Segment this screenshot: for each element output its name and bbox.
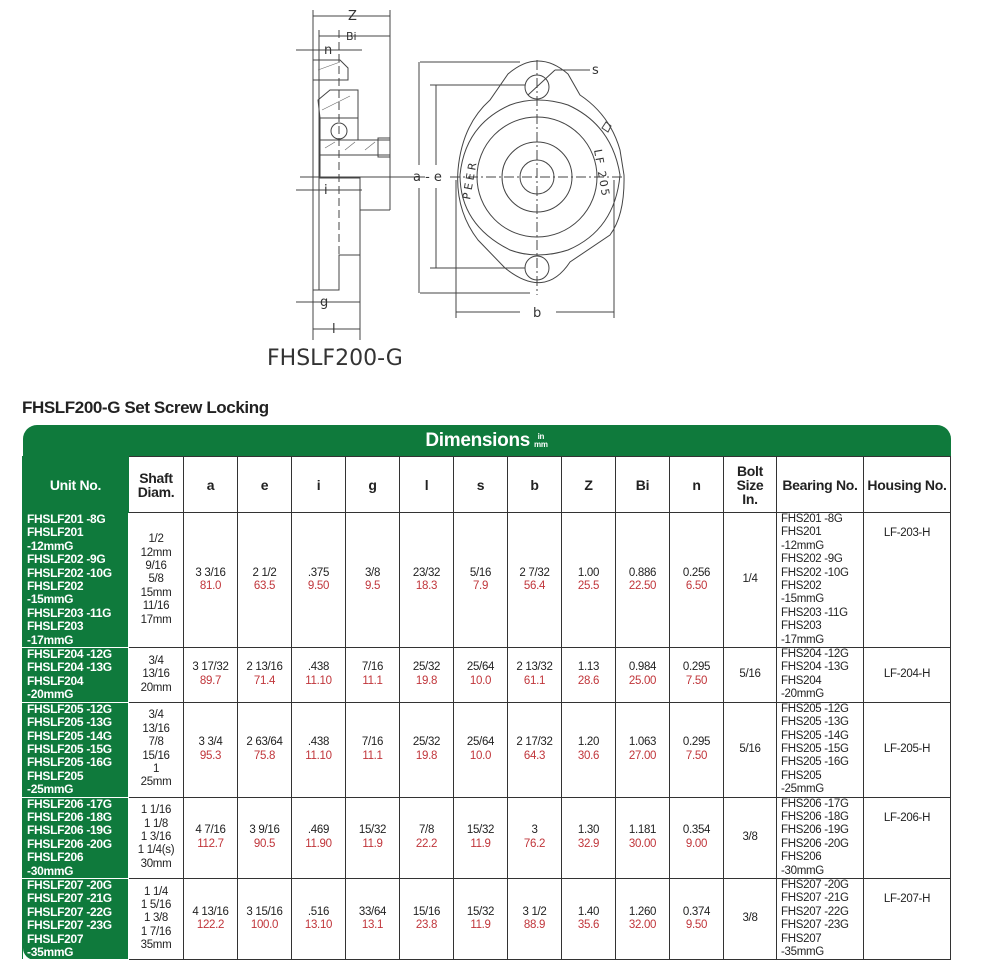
- unit-number: FHSLF201 -8G: [27, 512, 106, 526]
- dim-i: [292, 648, 346, 703]
- inch-value: 25/32: [412, 661, 441, 674]
- column-header: s: [454, 457, 508, 513]
- inch-value: 33/64: [358, 905, 387, 918]
- mm-value: 90.5: [253, 837, 276, 850]
- inch-value: 15/16: [412, 905, 441, 918]
- column-header: g: [346, 457, 400, 513]
- shaft-diameter: [129, 513, 184, 648]
- unit-number: FHSLF202 -9G: [27, 552, 106, 567]
- inch-value: 0.374: [682, 905, 711, 918]
- column-header: Bi: [616, 457, 670, 513]
- dim-e: [238, 702, 292, 797]
- unit-numbers: [23, 513, 129, 648]
- dimensions-header: [23, 425, 951, 457]
- mm-value: 9.5: [364, 580, 381, 593]
- dim-i: [292, 797, 346, 878]
- unit-number: FHSLF205 -15G: [27, 741, 112, 756]
- bearing-number: FHS203 -17mmG: [781, 620, 824, 646]
- inch-value: 0.886: [628, 566, 657, 579]
- inch-value: 1.40: [577, 905, 600, 918]
- bearing-number: FHS204 -20mmG: [781, 674, 824, 701]
- unit-number: FHSLF206 -17G: [27, 796, 112, 811]
- shaft-size: 1 7/16: [140, 925, 172, 938]
- bearing-number: FHS205 -12G: [781, 702, 849, 715]
- label-i: i: [324, 183, 328, 198]
- dim-z: [562, 513, 616, 648]
- inch-value: 23/32: [412, 566, 441, 579]
- dim-l: [400, 878, 454, 959]
- inch-value: 1.00: [577, 566, 600, 579]
- inch-value: 2 17/32: [516, 736, 553, 749]
- unit-numbers: [23, 878, 129, 959]
- housing-number: LF-206-H: [864, 797, 951, 878]
- column-header: Housing No.: [864, 457, 951, 513]
- inch-value: 1.30: [577, 824, 600, 837]
- dim-e: [238, 797, 292, 878]
- mm-value: 6.50: [685, 580, 708, 593]
- shaft-size: 11/16: [142, 600, 170, 613]
- unit-number: FHSLF207 -21G: [27, 891, 112, 906]
- shaft-size: 1 3/8: [143, 912, 169, 925]
- unit-number: FHSLF206 -20G: [27, 836, 112, 851]
- label-l: l: [332, 322, 336, 337]
- column-header: i: [292, 457, 346, 513]
- dim-l: [400, 648, 454, 703]
- mm-value: 100.0: [250, 919, 279, 932]
- dim-s: [454, 702, 508, 797]
- dim-n: [670, 648, 724, 703]
- inch-value: 3/8: [364, 566, 381, 579]
- dim-i: [292, 513, 346, 648]
- bearing-numbers: [777, 797, 864, 878]
- dim-bi: [616, 513, 670, 648]
- mm-value: 56.4: [523, 580, 546, 593]
- housing-number: LF-204-H: [864, 648, 951, 703]
- unit-in: in: [537, 431, 545, 441]
- inch-value: .375: [307, 566, 330, 579]
- mm-value: 81.0: [199, 580, 222, 593]
- dim-e: [238, 513, 292, 648]
- dimensions-units: [534, 433, 548, 449]
- column-header: n: [670, 457, 724, 513]
- unit-number: FHSLF204 -20mmG: [27, 673, 84, 702]
- label-n: n: [324, 43, 333, 58]
- bearing-number: FHS206 -18G: [781, 810, 849, 823]
- mm-value: 95.3: [199, 749, 222, 762]
- dim-l: [400, 702, 454, 797]
- unit-number: FHSLF202 -15mmG: [27, 579, 84, 607]
- bolt-size: 5/16: [724, 702, 777, 797]
- inch-value: 1.260: [628, 905, 657, 918]
- unit-number: FHSLF206 -30mmG: [27, 850, 84, 878]
- bearing-number: FHS201 -8G: [781, 513, 843, 525]
- inch-value: 5/16: [469, 566, 492, 579]
- unit-number: FHSLF206 -19G: [27, 823, 112, 838]
- bearing-number: FHS202 -15mmG: [781, 580, 824, 606]
- dim-e: [238, 878, 292, 959]
- side-view: [296, 10, 425, 340]
- dim-n: [670, 797, 724, 878]
- dim-s: [454, 513, 508, 648]
- dim-l: [400, 513, 454, 648]
- mm-value: 25.00: [628, 674, 657, 687]
- bearing-drawing: [0, 0, 1000, 380]
- dim-g: [346, 878, 400, 959]
- inch-value: 1.181: [628, 824, 657, 837]
- shaft-size: 1 1/8: [143, 817, 169, 830]
- inch-value: 3 3/4: [198, 736, 223, 749]
- front-view: [419, 60, 625, 318]
- mm-value: 61.1: [523, 674, 546, 687]
- bearing-numbers: [777, 513, 864, 648]
- mm-value: 32.9: [577, 837, 600, 850]
- mm-value: 9.50: [307, 580, 330, 593]
- bolt-size: 3/8: [724, 797, 777, 878]
- mm-value: 23.8: [415, 919, 438, 932]
- shaft-size: 13/16: [142, 722, 170, 735]
- table-row: [23, 648, 951, 703]
- unit-number: FHSLF205 -25mmG: [27, 768, 84, 797]
- bearing-numbers: [777, 878, 864, 959]
- dim-s: [454, 878, 508, 959]
- mm-value: 10.0: [469, 674, 492, 687]
- bearing-number: FHS207 -21G: [781, 892, 849, 905]
- dim-g: [346, 648, 400, 703]
- mm-value: 11.9: [362, 837, 383, 850]
- inch-value: .438: [307, 661, 330, 674]
- shaft-size: 1 1/4: [143, 885, 169, 898]
- inch-value: 25/64: [466, 661, 495, 674]
- dim-a: [184, 648, 238, 703]
- mm-value: 11.10: [305, 674, 332, 687]
- inch-value: .438: [307, 736, 330, 749]
- unit-numbers: [23, 648, 129, 703]
- dim-n: [670, 878, 724, 959]
- shaft-size: 7/8: [148, 736, 164, 749]
- dim-bi: [616, 648, 670, 703]
- dim-s: [454, 797, 508, 878]
- inch-value: 1.063: [628, 736, 657, 749]
- bearing-number: FHS206 -20G: [781, 837, 849, 850]
- dim-l: [400, 797, 454, 878]
- dimensions-label: Dimensions: [425, 429, 531, 451]
- unit-mm: mm: [534, 439, 548, 449]
- mm-value: 11.9: [470, 837, 491, 850]
- inch-value: 0.256: [682, 566, 711, 579]
- inch-value: .469: [307, 824, 330, 837]
- mm-value: 11.90: [305, 837, 332, 850]
- dim-e: [238, 648, 292, 703]
- inch-value: 3 9/16: [249, 824, 280, 837]
- inch-value: 1.13: [577, 661, 600, 674]
- dim-g: [346, 797, 400, 878]
- mm-value: 9.50: [685, 919, 708, 932]
- mm-value: 32.00: [628, 919, 657, 932]
- dim-z: [562, 702, 616, 797]
- dim-a: [184, 878, 238, 959]
- bolt-size: 1/4: [724, 513, 777, 648]
- dim-b: [508, 878, 562, 959]
- shaft-size: 15mm: [140, 586, 172, 599]
- unit-number: FHSLF207 -20G: [27, 877, 112, 892]
- table-title: FHSLF200-G Set Screw Locking: [22, 398, 269, 417]
- inch-value: 7/8: [418, 824, 435, 837]
- mm-value: 11.1: [362, 749, 383, 762]
- unit-number: FHSLF205 -12G: [27, 701, 112, 716]
- shaft-size: 1/2: [148, 533, 164, 546]
- shaft-size: 3/4: [148, 709, 164, 722]
- inch-value: 2 7/32: [519, 566, 550, 579]
- bearing-number: FHS207 -23G: [781, 919, 849, 932]
- model-caption: FHSLF200-G: [267, 346, 403, 371]
- mm-value: 19.8: [415, 674, 438, 687]
- inch-value: 4 7/16: [195, 824, 226, 837]
- inch-value: 7/16: [361, 661, 384, 674]
- mm-value: 76.2: [523, 837, 546, 850]
- label-s: s: [592, 63, 599, 78]
- mm-value: 63.5: [253, 580, 276, 593]
- housing-number: LF-203-H: [864, 513, 951, 648]
- shaft-size: 20mm: [140, 681, 172, 694]
- shaft-diameter: [129, 797, 184, 878]
- inch-value: 3 1/2: [522, 905, 547, 918]
- housing-brand-text: PEER: [460, 158, 480, 201]
- shaft-size: 5/8: [148, 573, 164, 586]
- column-header: Unit No.: [23, 457, 129, 513]
- bearing-number: FHS207 -20G: [781, 878, 849, 891]
- shaft-size: 9/16: [145, 559, 167, 572]
- dimensions-table: [22, 425, 951, 960]
- column-header: Bolt Size In.: [724, 457, 777, 513]
- shaft-size: 17mm: [140, 613, 172, 626]
- inch-value: 3: [531, 824, 538, 837]
- dim-g: [346, 702, 400, 797]
- mm-value: 28.6: [577, 674, 600, 687]
- mm-value: 75.8: [253, 749, 276, 762]
- bearing-number: FHS205 -15G: [781, 742, 849, 755]
- bearing-number: FHS204 -13G: [781, 661, 849, 674]
- inch-value: 15/32: [358, 824, 387, 837]
- dim-i: [292, 702, 346, 797]
- dim-bi: [616, 702, 670, 797]
- inch-value: 0.295: [682, 661, 711, 674]
- dim-a: [184, 797, 238, 878]
- mm-value: 7.50: [685, 749, 708, 762]
- mm-value: 10.0: [469, 749, 492, 762]
- inch-value: 2 1/2: [252, 566, 277, 579]
- dim-z: [562, 648, 616, 703]
- column-header: a: [184, 457, 238, 513]
- housing-number: LF-207-H: [864, 878, 951, 959]
- mm-value: 7.9: [472, 580, 489, 593]
- inch-value: 25/64: [466, 736, 495, 749]
- column-header: e: [238, 457, 292, 513]
- table-row: [23, 702, 951, 797]
- column-header-row: [23, 457, 951, 513]
- bolt-size: 5/16: [724, 648, 777, 703]
- mm-value: 22.2: [415, 837, 438, 850]
- dim-a: [184, 513, 238, 648]
- mm-value: 18.3: [415, 580, 438, 593]
- shaft-diameter: [129, 648, 184, 703]
- mm-value: 71.4: [253, 674, 276, 687]
- dim-b: [508, 702, 562, 797]
- unit-number: FHSLF204 -13G: [27, 660, 112, 675]
- unit-numbers: [23, 797, 129, 878]
- mm-value: 88.9: [523, 919, 546, 932]
- mm-value: 25.5: [577, 580, 600, 593]
- bearing-number: FHS204 -12G: [781, 648, 849, 661]
- unit-number: FHSLF205 -14G: [27, 728, 112, 743]
- shaft-diameter: [129, 878, 184, 959]
- bearing-number: FHS202 -9G: [781, 553, 843, 566]
- unit-number: FHSLF203 -17mmG: [27, 619, 84, 647]
- shaft-size: 12mm: [140, 546, 172, 559]
- unit-number: FHSLF207 -35mmG: [27, 931, 84, 959]
- label-b: b: [533, 306, 542, 321]
- shaft-size: 1 1/4(s): [137, 844, 175, 857]
- dim-b: [508, 513, 562, 648]
- mm-value: 22.50: [628, 580, 657, 593]
- bearing-number: FHS205 -13G: [781, 716, 849, 729]
- dim-b: [508, 648, 562, 703]
- mm-value: 9.00: [685, 837, 708, 850]
- inch-value: 2 13/16: [246, 661, 283, 674]
- dim-z: [562, 797, 616, 878]
- inch-value: .516: [307, 905, 330, 918]
- inch-value: 4 13/16: [192, 905, 229, 918]
- mm-value: 11.9: [470, 919, 491, 932]
- dim-b: [508, 797, 562, 878]
- unit-number: FHSLF205 -13G: [27, 715, 112, 730]
- bearing-number: FHS205 -14G: [781, 729, 849, 742]
- shaft-size: 3/4: [148, 654, 164, 667]
- shaft-size: 35mm: [140, 939, 172, 952]
- inch-value: 0.354: [682, 824, 711, 837]
- unit-numbers: [23, 702, 129, 797]
- table-row: [23, 513, 951, 648]
- dim-n: [670, 513, 724, 648]
- mm-value: 30.00: [628, 837, 657, 850]
- unit-number: FHSLF207 -23G: [27, 918, 112, 933]
- inch-value: 0.984: [628, 661, 657, 674]
- shaft-size: 25mm: [140, 776, 172, 789]
- bearing-number: FHS201 -12mmG: [781, 526, 824, 552]
- shaft-size: 13/16: [142, 668, 170, 681]
- mm-value: 64.3: [523, 749, 546, 762]
- bearing-number: FHS206 -17G: [781, 797, 849, 810]
- unit-number: FHSLF207 -22G: [27, 904, 112, 919]
- inch-value: 15/32: [466, 905, 495, 918]
- mm-value: 112.7: [197, 837, 224, 850]
- bearing-number: FHS205 -16G: [781, 756, 849, 769]
- bearing-number: FHS207 -35mmG: [781, 932, 824, 958]
- shaft-size: 1: [152, 763, 160, 776]
- dim-g: [346, 513, 400, 648]
- dim-i: [292, 878, 346, 959]
- label-z: Z: [348, 9, 357, 24]
- mm-value: 11.10: [305, 749, 332, 762]
- inch-value: 7/16: [361, 736, 384, 749]
- bearing-numbers: [777, 702, 864, 797]
- inch-value: 25/32: [412, 736, 441, 749]
- shaft-size: 1 5/16: [140, 899, 172, 912]
- dim-bi: [616, 878, 670, 959]
- bearing-number: FHS207 -22G: [781, 905, 849, 918]
- bolt-size: 3/8: [724, 878, 777, 959]
- dim-z: [562, 878, 616, 959]
- inch-value: 1.20: [577, 736, 600, 749]
- mm-value: 7.50: [685, 674, 708, 687]
- mm-value: 35.6: [577, 919, 600, 932]
- inch-value: 2 63/64: [246, 736, 283, 749]
- mm-value: 89.7: [199, 674, 222, 687]
- dim-a: [184, 702, 238, 797]
- bearing-number: FHS203 -11G: [781, 606, 848, 619]
- table-row: [23, 878, 951, 959]
- shaft-size: 1 1/16: [140, 804, 172, 817]
- mm-value: 19.8: [415, 749, 438, 762]
- column-header: b: [508, 457, 562, 513]
- unit-number: FHSLF205 -16G: [27, 755, 112, 770]
- inch-value: 15/32: [466, 824, 495, 837]
- column-header: l: [400, 457, 454, 513]
- column-header: Bearing No.: [777, 457, 864, 513]
- bearing-number: FHS206 -30mmG: [781, 851, 824, 877]
- dim-bi: [616, 797, 670, 878]
- table-row: [23, 797, 951, 878]
- mm-value: 30.6: [577, 749, 600, 762]
- inch-value: 0.295: [682, 736, 711, 749]
- mm-value: 13.10: [304, 919, 333, 932]
- shaft-size: 30mm: [140, 857, 172, 870]
- inch-value: 2 13/32: [516, 661, 553, 674]
- unit-number: FHSLF201 -12mmG: [27, 525, 84, 553]
- shaft-size: 1 3/16: [140, 831, 172, 844]
- housing-model-text: LF 205: [591, 148, 613, 199]
- bearing-number: FHS206 -19G: [781, 824, 849, 837]
- dim-s: [454, 648, 508, 703]
- shaft-size: 15/16: [142, 749, 170, 762]
- unit-number: FHSLF204 -12G: [27, 647, 112, 662]
- unit-number: FHSLF202 -10G: [27, 565, 112, 580]
- inch-value: 3 3/16: [195, 566, 226, 579]
- bearing-numbers: [777, 648, 864, 703]
- mm-value: 13.1: [361, 919, 384, 932]
- mm-value: 27.00: [628, 749, 657, 762]
- inch-value: 3 15/16: [246, 905, 283, 918]
- unit-number: FHSLF203 -11G: [27, 605, 112, 620]
- shaft-diameter: [129, 702, 184, 797]
- label-bi: Bi: [346, 30, 357, 43]
- bearing-number: FHS205 -25mmG: [781, 769, 824, 796]
- bearing-number: FHS202 -10G: [781, 566, 849, 579]
- label-a-e: a - e: [413, 170, 442, 185]
- label-g: g: [320, 295, 329, 310]
- column-header: Z: [562, 457, 616, 513]
- inch-value: 3 17/32: [192, 661, 229, 674]
- dim-n: [670, 702, 724, 797]
- unit-number: FHSLF206 -18G: [27, 809, 112, 824]
- mm-value: 11.1: [362, 674, 383, 687]
- mm-value: 122.2: [196, 919, 225, 932]
- housing-number: LF-205-H: [864, 702, 951, 797]
- column-header: Shaft Diam.: [129, 457, 184, 513]
